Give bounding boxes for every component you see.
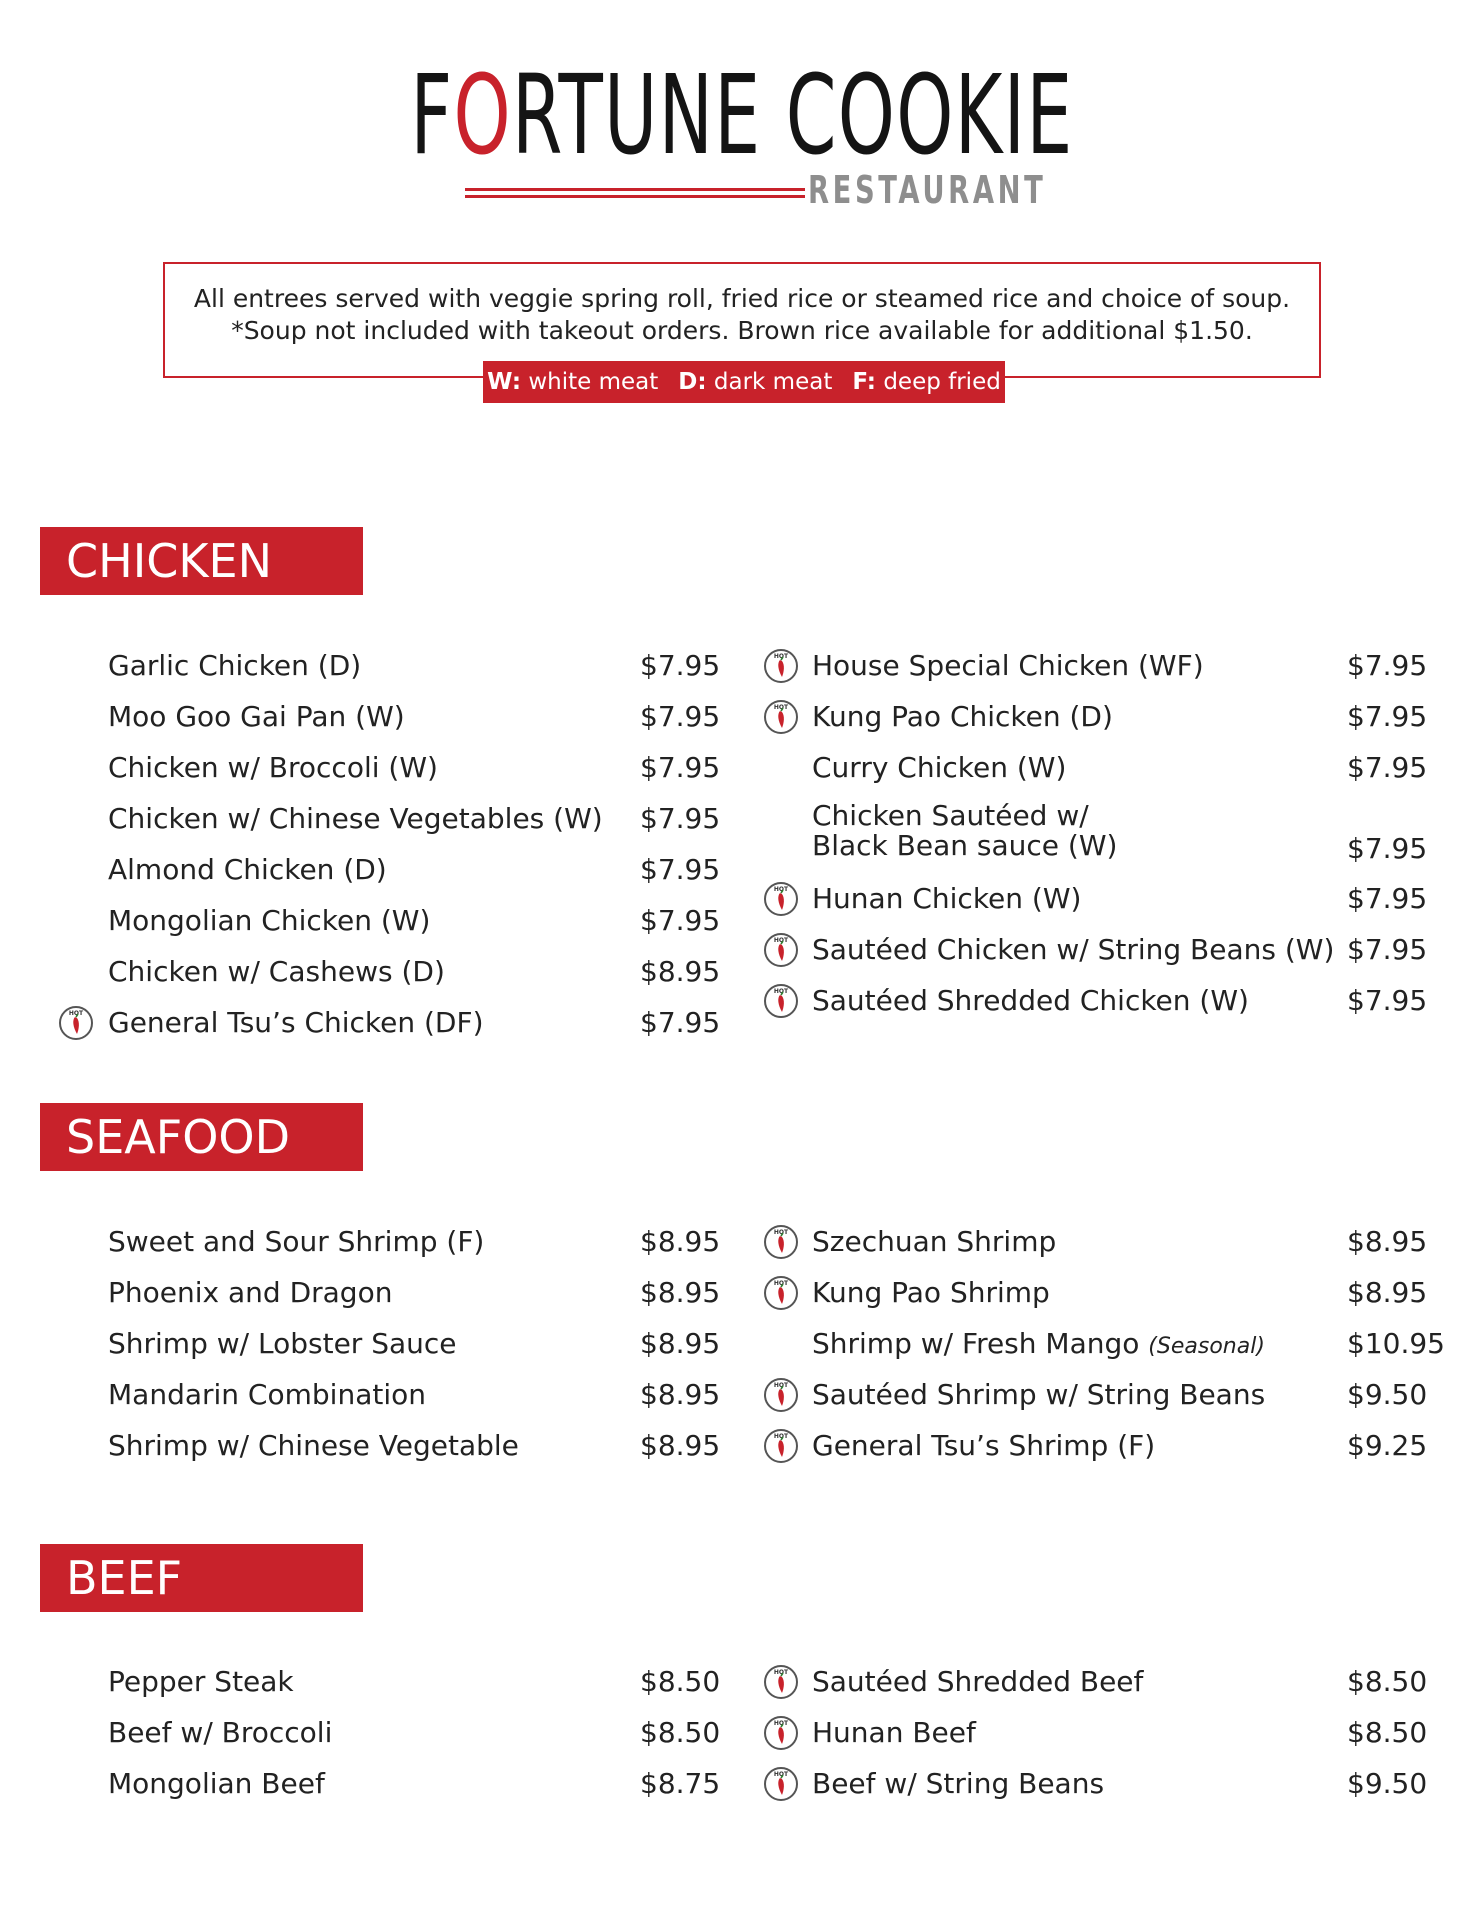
menu-item xyxy=(0,1664,1484,1704)
menu-item-name: Szechuan Shrimp xyxy=(812,1225,1057,1258)
menu-item-price: $10.95 xyxy=(1347,1327,1445,1360)
meat-legend xyxy=(483,361,1005,403)
section-title: SEAFOOD xyxy=(66,1110,291,1164)
menu-item-name: General Tsu’s Shrimp (F) xyxy=(812,1429,1156,1462)
menu-item xyxy=(0,801,1484,873)
menu-item-price: $8.50 xyxy=(640,1716,721,1749)
menu-item-price: $8.95 xyxy=(640,1225,721,1258)
menu-item-price: $7.95 xyxy=(1347,832,1428,865)
hot-pepper-icon xyxy=(763,1428,799,1464)
hot-pepper-icon xyxy=(763,1664,799,1700)
info-line-2: *Soup not included with takeout orders. Brown rice available for additional $1.50. xyxy=(231,316,1253,345)
legend-label-dark: dark meat xyxy=(713,369,833,395)
menu-item xyxy=(0,1766,1484,1806)
hot-pepper-icon xyxy=(763,1275,799,1311)
hot-pepper-icon xyxy=(763,881,799,917)
menu-item-price: $7.95 xyxy=(640,1006,721,1039)
legend-key-dark: D: xyxy=(678,369,707,395)
menu-item-note: (Seasonal) xyxy=(1148,1334,1265,1359)
menu-item-name: Shrimp w/ Lobster Sauce xyxy=(108,1327,457,1360)
svg-text:HOT: HOT xyxy=(773,1720,789,1727)
menu-item-price: $8.95 xyxy=(1347,1225,1428,1258)
menu-item-price: $7.95 xyxy=(640,853,721,886)
menu-item xyxy=(0,750,1484,790)
hot-pepper-icon xyxy=(763,1377,799,1413)
logo-rule-bottom xyxy=(465,195,805,198)
hot-pepper-icon xyxy=(763,699,799,735)
svg-text:HOT: HOT xyxy=(68,1010,84,1017)
menu-item-name: Beef w/ String Beans xyxy=(812,1767,1105,1800)
svg-text:HOT: HOT xyxy=(773,1433,789,1440)
menu-item-name: Hunan Beef xyxy=(812,1716,976,1749)
menu-item-price: $7.95 xyxy=(1347,933,1428,966)
menu-item-price: $8.95 xyxy=(640,1429,721,1462)
menu-item-price: $8.95 xyxy=(1347,1276,1428,1309)
logo-title: FORTUNE COOKIE xyxy=(410,51,1074,179)
menu-item-name: Sautéed Shredded Chicken (W) xyxy=(812,984,1249,1017)
hot-pepper-icon xyxy=(763,983,799,1019)
menu-item-price: $8.95 xyxy=(640,955,721,988)
menu-item-price: $7.95 xyxy=(640,904,721,937)
menu-item-price: $7.95 xyxy=(640,700,721,733)
menu-item xyxy=(0,983,1484,1023)
section-header-chicken xyxy=(40,527,363,595)
menu-item xyxy=(0,1275,1484,1315)
svg-text:HOT: HOT xyxy=(773,1280,789,1287)
svg-text:HOT: HOT xyxy=(773,1771,789,1778)
menu-item-price: $7.95 xyxy=(1347,751,1428,784)
svg-text:HOT: HOT xyxy=(773,653,789,660)
menu-item xyxy=(0,1428,1484,1468)
logo-rule-top xyxy=(465,188,805,191)
menu-item xyxy=(0,1224,1484,1264)
hot-pepper-icon xyxy=(763,1766,799,1802)
menu-item xyxy=(0,932,1484,972)
menu-item-price: $8.50 xyxy=(1347,1716,1428,1749)
menu-item-price: $8.50 xyxy=(1347,1665,1428,1698)
menu-item-name: Mandarin Combination xyxy=(108,1378,426,1411)
menu-item xyxy=(0,1326,1484,1366)
legend-key-fried: F: xyxy=(852,369,876,395)
menu-item-name: Sautéed Shredded Beef xyxy=(812,1665,1144,1698)
svg-text:HOT: HOT xyxy=(773,937,789,944)
legend-label-white: white meat xyxy=(528,369,659,395)
menu-item-name: Shrimp w/ Chinese Vegetable xyxy=(108,1429,519,1462)
menu-item-price: $7.95 xyxy=(1347,649,1428,682)
menu-item-price: $8.75 xyxy=(640,1767,721,1800)
menu-item-price: $8.95 xyxy=(640,1327,721,1360)
menu-item-price: $8.95 xyxy=(640,1276,721,1309)
menu-item-name: Mongolian Chicken (W) xyxy=(108,904,431,937)
menu-item xyxy=(0,881,1484,921)
menu-item-name: Sweet and Sour Shrimp (F) xyxy=(108,1225,485,1258)
restaurant-logo xyxy=(0,51,1484,220)
hot-pepper-icon xyxy=(763,1715,799,1751)
info-line-1: All entrees served with veggie spring roll, fried rice or steamed rice and choice of soup. xyxy=(193,284,1291,313)
svg-text:HOT: HOT xyxy=(773,1229,789,1236)
section-title: CHICKEN xyxy=(66,534,273,588)
menu-item-price: $9.50 xyxy=(1347,1378,1428,1411)
menu-item xyxy=(0,1377,1484,1417)
logo-subtitle: RESTAURANT xyxy=(808,168,1047,212)
svg-text:HOT: HOT xyxy=(773,704,789,711)
menu-item-price: $7.95 xyxy=(640,751,721,784)
menu-item-price: $8.95 xyxy=(640,1378,721,1411)
menu-item-price: $7.95 xyxy=(1347,984,1428,1017)
menu-item xyxy=(0,648,1484,688)
hot-pepper-icon xyxy=(763,1224,799,1260)
menu-item-name: Chicken Sautéed w/ Black Bean sauce (W) xyxy=(812,799,1118,862)
menu-item-name: Kung Pao Chicken (D) xyxy=(812,700,1113,733)
menu-item-name: Moo Goo Gai Pan (W) xyxy=(108,700,405,733)
menu-item-name: Chicken w/ Broccoli (W) xyxy=(108,751,438,784)
menu-item-name: Sautéed Chicken w/ String Beans (W) xyxy=(812,933,1335,966)
menu-item-name: Pepper Steak xyxy=(108,1665,294,1698)
svg-text:HOT: HOT xyxy=(773,886,789,893)
menu-item-price: $9.50 xyxy=(1347,1767,1428,1800)
menu-item-name: Kung Pao Shrimp xyxy=(812,1276,1050,1309)
hot-pepper-icon xyxy=(763,932,799,968)
menu-item-name: Almond Chicken (D) xyxy=(108,853,387,886)
menu-item-name: Sautéed Shrimp w/ String Beans xyxy=(812,1378,1266,1411)
menu-item-name: Curry Chicken (W) xyxy=(812,751,1067,784)
hot-pepper-icon xyxy=(763,648,799,684)
menu-item-name: Shrimp w/ Fresh Mango (Seasonal) xyxy=(812,1327,1265,1360)
menu-item-price: $9.25 xyxy=(1347,1429,1428,1462)
menu-item-name: Beef w/ Broccoli xyxy=(108,1716,333,1749)
svg-text:HOT: HOT xyxy=(773,1669,789,1676)
menu-item-name: Mongolian Beef xyxy=(108,1767,325,1800)
section-header-seafood xyxy=(40,1103,363,1171)
menu-item-name: Hunan Chicken (W) xyxy=(812,882,1082,915)
menu-item-name: General Tsu’s Chicken (DF) xyxy=(108,1006,484,1039)
legend-label-fried: deep fried xyxy=(883,369,1001,395)
svg-text:HOT: HOT xyxy=(773,1382,789,1389)
legend-key-white: W: xyxy=(487,369,522,395)
menu-item-price: $7.95 xyxy=(1347,700,1428,733)
section-title: BEEF xyxy=(66,1551,183,1605)
menu-item xyxy=(0,699,1484,739)
menu-item-price: $8.50 xyxy=(640,1665,721,1698)
menu-item-name: House Special Chicken (WF) xyxy=(812,649,1204,682)
menu-item xyxy=(0,1715,1484,1755)
menu-item-name: Garlic Chicken (D) xyxy=(108,649,362,682)
menu-item-name: Phoenix and Dragon xyxy=(108,1276,393,1309)
section-header-beef xyxy=(40,1544,363,1612)
svg-text:HOT: HOT xyxy=(773,988,789,995)
menu-item-price: $7.95 xyxy=(640,649,721,682)
menu-item-price: $7.95 xyxy=(640,802,721,835)
menu-item-name: Chicken w/ Chinese Vegetables (W) xyxy=(108,802,603,835)
menu-item-name: Chicken w/ Cashews (D) xyxy=(108,955,445,988)
menu-item-price: $7.95 xyxy=(1347,882,1428,915)
